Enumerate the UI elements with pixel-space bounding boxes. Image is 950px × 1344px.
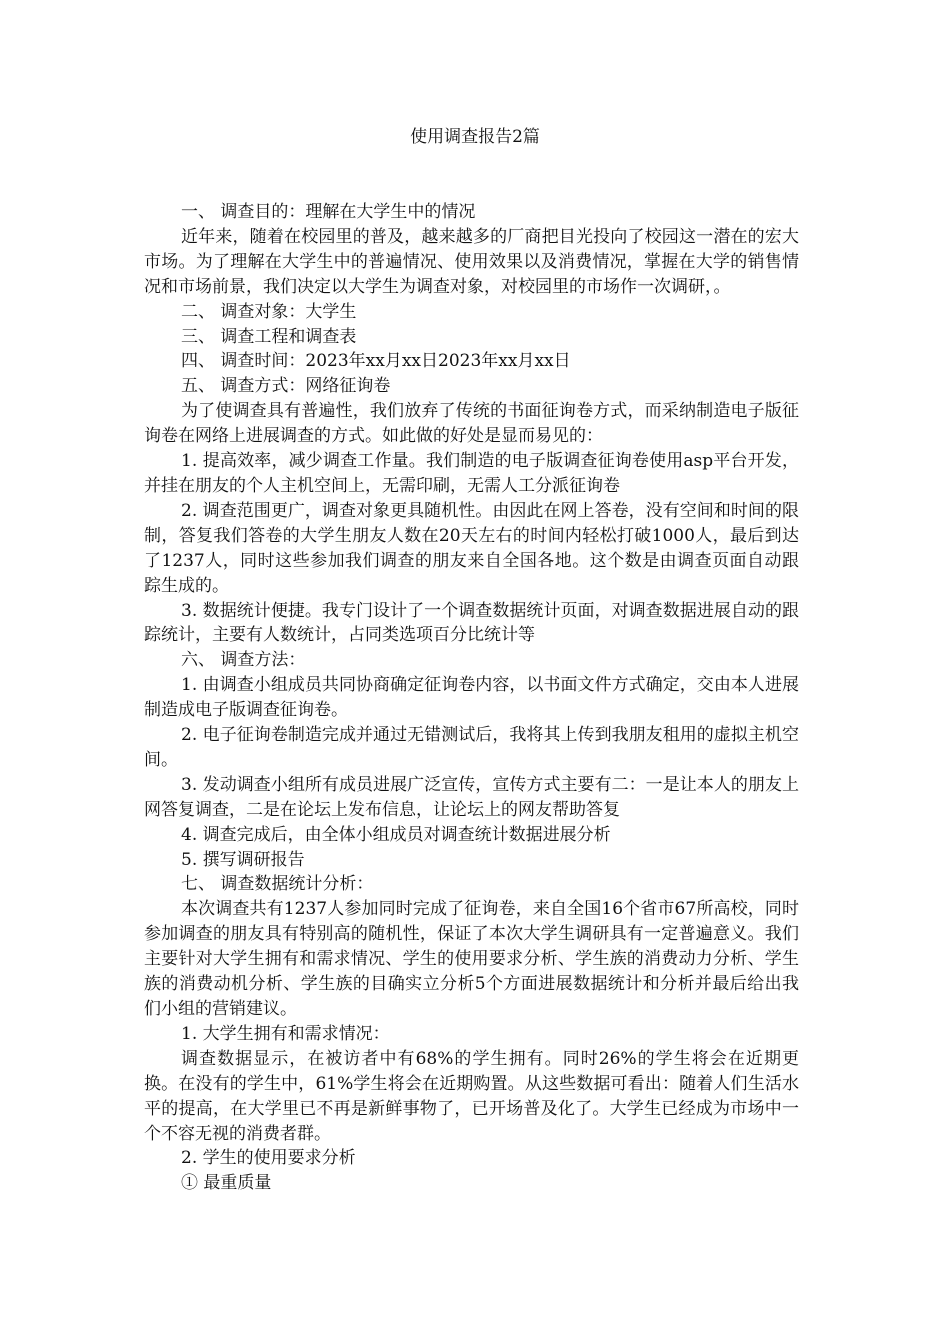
section-heading-method-type: 五、 调查方式：网络征询卷 [181,376,391,397]
section-heading-methods: 六、 调查方法： [181,650,306,671]
list-item-method-2: 2. 电子征询卷制造完成并通过无错测试后，我将其上传到我朋友租用的虚拟主机空间。 [144,725,799,770]
section-heading-purpose: 一、 调查目的：理解在大学生中的情况 [181,202,476,222]
document-body [144,200,799,1196]
paragraph-ownership: 调查数据显示，在被访者中有68%的学生拥有。同时26%的学生将会在近期更换。在没有的学生中，61%学生将会在近期购置。从这些数据可看出：随着人们生活水平的提高，在大学里已不再是新鲜事物了，已开场普及化了。大学生已经成为市场中一个不容无视的消费者群。 [144,1048,799,1144]
section-heading-time: 四、 调查时间：2023年xx月xx日2023年xx月xx日 [181,351,571,372]
paragraph-analysis-overview: 本次调查共有1237人参加同时完成了征询卷，来自全国16个省市67所高校，同时参加调查的朋友具有特别高的随机性，保证了本次大学生调研具有一定普遍意义。我们主要针对大学生拥有和需求情况、学生的使用要求分析、学生族的消费动力分析、学生族的消费动机分析、学生族的目确实立分析5个方面进展数据统计和分析并最后给出我们小组的营销建议。 [144,899,799,1019]
section-heading-analysis: 七、 调查数据统计分析： [181,874,374,895]
list-item-method-1: 1. 由调查小组成员共同协商确定征询卷内容，以书面文件方式确定，交由本人进展制造成电子版调查征询卷。 [144,675,799,721]
list-item-method-4: 4. 调查完成后，由全体小组成员对调查统计数据进展分析 [181,824,611,845]
subheading-usage-requirements: 2. 学生的使用要求分析 [181,1148,356,1169]
paragraph-intro: 近年来，随着在校园里的普及，越来越多的厂商把目光投向了校园这一潜在的宏大市场。为了理解在大学生中的普遍情况、使用效果以及消费情况，掌握在大学的销售情况和市场前景，我们决定以大学生为调查对象，对校园里的市场作一次调研，。 [144,226,799,297]
section-heading-items: 三、 调查工程和调查表 [181,326,357,347]
list-item-quality: ① 最重质量 [181,1173,272,1194]
list-item-scope: 2. 调查范围更广，调查对象更具随机性。由因此在网上答卷，没有空间和时间的限制，答复我们答卷的大学生朋友人数在20天左右的时间内轻松打破1000人，最后到达了1237人，同时这些参加我们调查的朋友来自全国各地。这个数是由调查页面自动跟踪生成的。 [144,500,799,596]
subheading-ownership: 1. 大学生拥有和需求情况： [181,1023,390,1044]
list-item-efficiency: 1. 提高效率，减少调查工作量。我们制造的电子版调查征询卷使用asp平台开发，并挂在朋友的个人主机空间上，无需印刷，无需人工分派征询卷 [144,451,799,496]
list-item-method-5: 5. 撰写调研报告 [181,849,305,870]
list-item-statistics: 3. 数据统计便捷。我专门设计了一个调查数据统计页面，对调查数据进展自动的跟踪统计，主要有人数统计，占同类选项百分比统计等 [144,600,799,646]
paragraph-method-rationale: 为了使调查具有普遍性，我们放弃了传统的书面征询卷方式，而采纳制造电子版征询卷在网络上进展调查的方式。如此做的好处是显而易见的： [144,401,799,447]
document-title: 使用调查报告2篇 [410,127,540,147]
section-heading-subject: 二、 调查对象：大学生 [181,301,357,322]
list-item-method-3: 3. 发动调查小组所有成员进展广泛宣传，宣传方式主要有二：一是让本人的朋友上网答复调查，二是在论坛上发布信息，让论坛上的网友帮助答复 [144,774,799,820]
